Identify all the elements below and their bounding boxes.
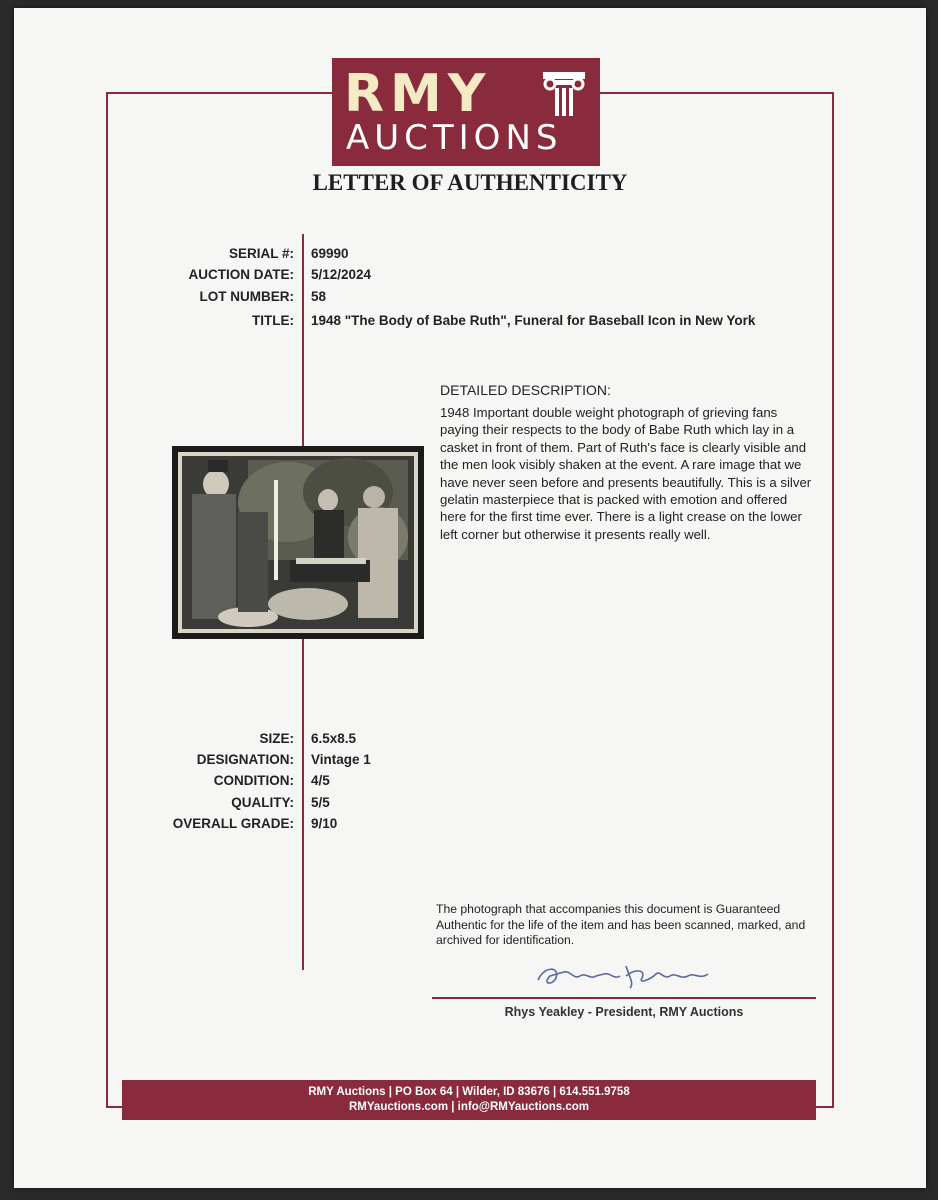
title-label: TITLE: — [252, 313, 294, 328]
designation-label: DESIGNATION: — [196, 752, 294, 767]
condition-value: 4/5 — [311, 773, 330, 788]
description-heading: DETAILED DESCRIPTION: — [440, 382, 611, 398]
auction-date-label: AUCTION DATE: — [188, 267, 294, 282]
quality-label: QUALITY: — [231, 795, 294, 810]
document-title: LETTER OF AUTHENTICITY — [312, 170, 628, 195]
signature-line — [432, 997, 816, 999]
footer-contact: RMYauctions.com | info@RMYauctions.com — [349, 1101, 589, 1113]
size-label: SIZE: — [259, 731, 294, 746]
description-body: 1948 Important double weight photograph of grieving fans paying their respects to the body of Babe Ruth which lay in a casket in front of them. Part of Ruth's face is clearly visible and the men look visibly shaken at the event. A rare image that we have never seen before and presents beautifully. This is a silver gelatin masterpiece that is packed with emotion and offered here for the first time ever. There is a light crease on the lower left corner but otherwise it presents really well. — [440, 405, 812, 542]
rmy-auctions-logo — [332, 58, 600, 166]
overall-grade-value: 9/10 — [311, 816, 338, 831]
guarantee-statement: The photograph that accompanies this document is Guaranteed Authentic for the life of the item and has been scanned, marked, and archived for identification. — [436, 902, 806, 947]
footer-address: RMY Auctions | PO Box 64 | Wilder, ID 83676 | 614.551.9758 — [308, 1086, 630, 1098]
signer-name: Rhys Yeakley - President, RMY Auctions — [504, 1005, 744, 1019]
serial-label: SERIAL #: — [228, 246, 294, 261]
size-value: 6.5x8.5 — [311, 731, 357, 746]
designation-value: Vintage 1 — [311, 752, 371, 767]
quality-value: 5/5 — [311, 795, 330, 810]
auction-date-value: 5/12/2024 — [311, 267, 372, 282]
logo-rmy-text: RMY — [344, 64, 492, 124]
condition-label: CONDITION: — [213, 773, 294, 788]
signature-image — [530, 958, 720, 992]
logo-auctions-text: AUCTIONS — [346, 118, 563, 158]
funeral-photo-image — [178, 452, 418, 633]
title-value: 1948 "The Body of Babe Ruth", Funeral for Baseball Icon in New York — [311, 313, 756, 328]
footer-banner — [122, 1080, 816, 1120]
lot-number-label: LOT NUMBER: — [199, 289, 294, 304]
column-capital-icon — [540, 70, 588, 118]
serial-value: 69990 — [311, 246, 349, 261]
lot-number-value: 58 — [311, 289, 327, 304]
photograph — [172, 446, 424, 639]
overall-grade-label: OVERALL GRADE: — [172, 816, 294, 831]
letter-page — [14, 8, 926, 1188]
